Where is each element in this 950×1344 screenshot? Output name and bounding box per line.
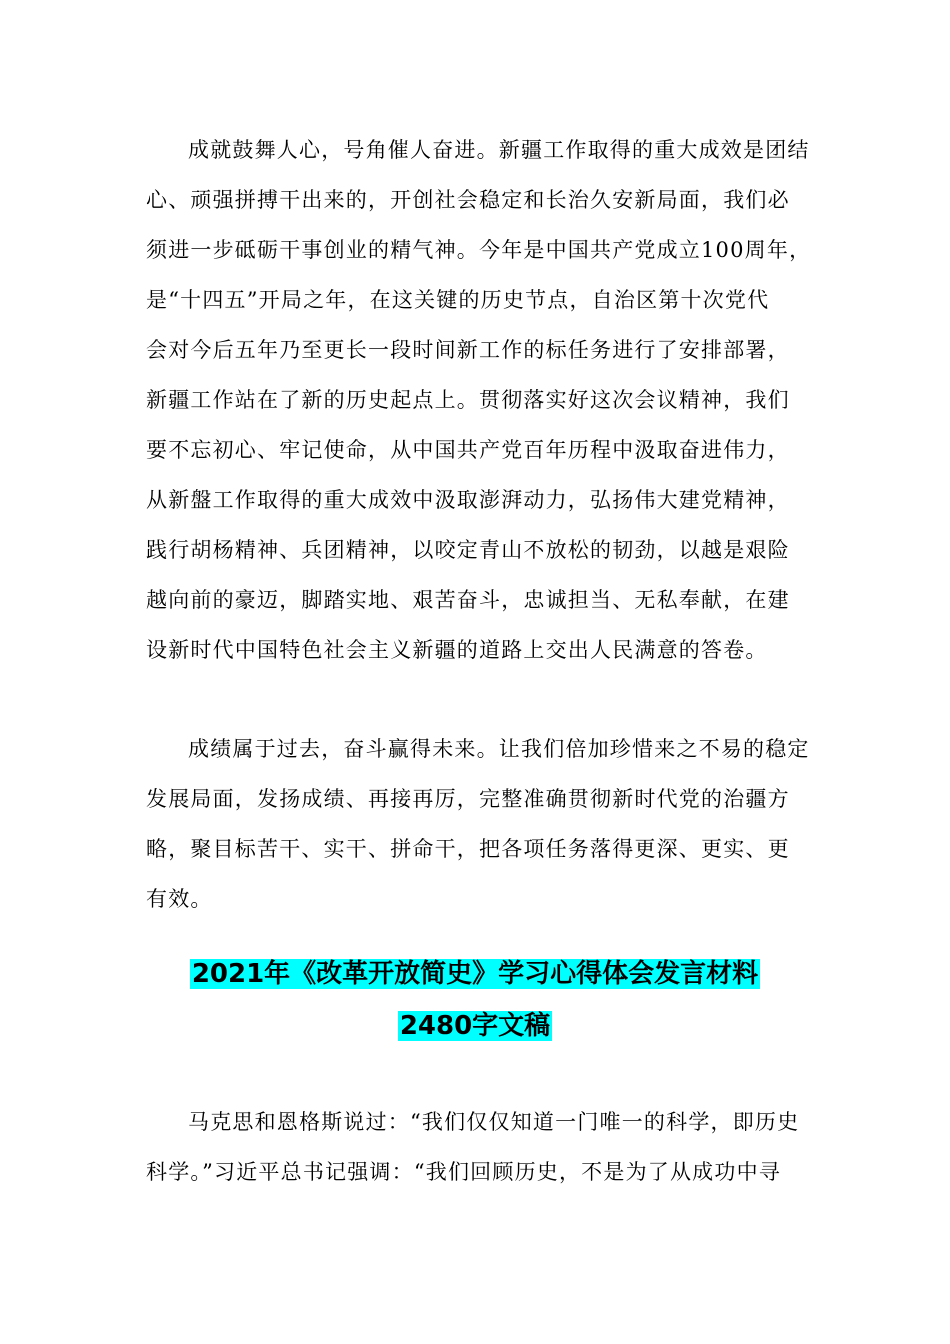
heading-line-2: [120, 1000, 830, 1052]
text-line: 越向前的豪迈，脚踏实地、艰苦奋斗，忠诚担当、无私奉献，在建: [146, 588, 790, 612]
section-heading: [120, 948, 830, 1052]
text-line: 成绩属于过去，奋斗赢得未来。让我们倍加珍惜来之不易的稳定: [188, 737, 810, 761]
text-line: 会对今后五年乃至更长一段时间新工作的标任务进行了安排部署，: [146, 338, 790, 362]
text-line: 成就鼓舞人心，号角催人奋进。新疆工作取得的重大成效是团结: [188, 138, 810, 162]
text-line: 马克思和恩格斯说过：“我们仅仅知道一门唯一的科学，即历史: [188, 1110, 800, 1134]
heading-line-1: [120, 948, 830, 1000]
heading-highlight: 2021年《改革开放简史》学习心得体会发言材料: [191, 959, 759, 989]
text-line: 略，聚目标苦干、实干、拼命干，把各项任务落得更深、更实、更: [146, 837, 790, 861]
text-line: 设新时代中国特色社会主义新疆的道路上交出人民满意的答卷。: [146, 638, 768, 662]
text-line: 是“十四五”开局之年，在这关键的历史节点，自治区第十次党代: [146, 288, 770, 312]
text-line: 须进一步砥砺干事创业的精气神。今年是中国共产党成立100周年，: [146, 238, 812, 262]
text-line: 科学。”习近平总书记强调：“我们回顾历史，不是为了从成功中寻: [146, 1160, 781, 1184]
text-line: 从新盤工作取得的重大成效中汲取澎湃动力，弘扬伟大建党精神，: [146, 488, 790, 512]
text-line: 新疆工作站在了新的历史起点上。贯彻落实好这次会议精神，我们: [146, 388, 790, 412]
paragraph-future: [146, 724, 818, 924]
text-line: 有效。: [146, 887, 213, 911]
paragraph-history: [146, 1097, 818, 1197]
text-line: 发展局面，发扬成绩、再接再厉，完整准确贯彻新时代党的治疆方: [146, 787, 790, 811]
text-line: 践行胡杨精神、兵团精神，以咬定青山不放松的韧劲，以越是艰险: [146, 538, 790, 562]
paragraph-achievements: [146, 125, 818, 675]
text-line: 要不忘初心、牢记使命，从中国共产党百年历程中汲取奋进伟力，: [146, 438, 790, 462]
heading-highlight: 2480字文稿: [399, 1011, 551, 1041]
text-line: 心、顽强拼搏干出来的，开创社会稳定和长治久安新局面，我们必: [146, 188, 790, 212]
